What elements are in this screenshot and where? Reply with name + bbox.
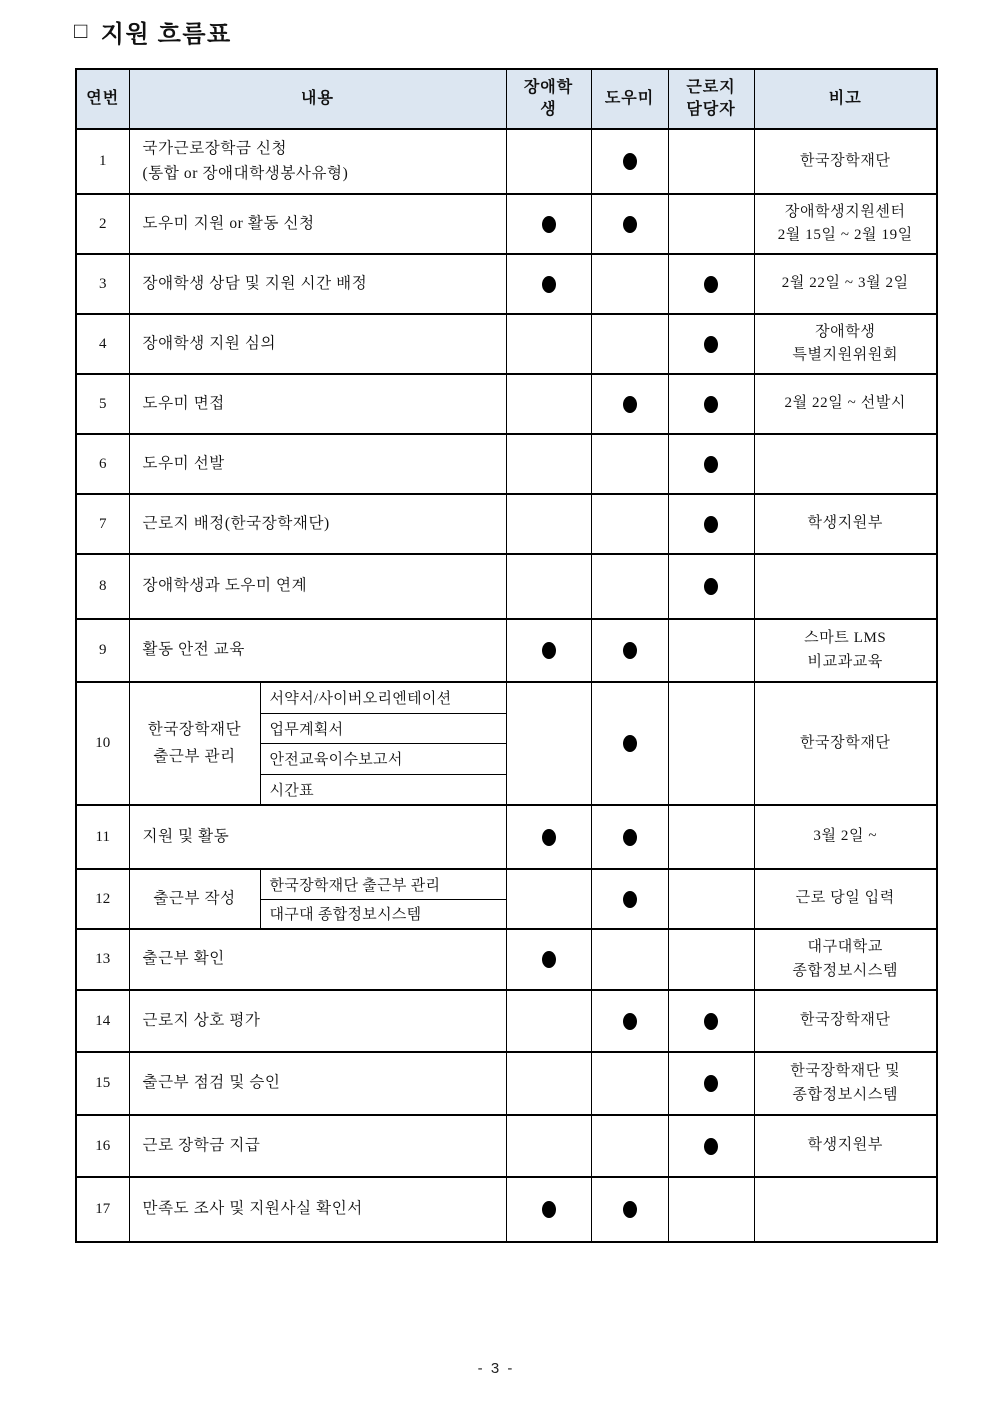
content-text-line: 도우미 면접 [142,394,225,412]
nested-content-label [130,683,261,804]
participation-dot-icon [623,1013,637,1030]
note-text-line: 장애학생 [815,323,876,340]
row-number-cell: 16 [76,1115,129,1177]
row-number-cell: 5 [76,374,129,434]
table-row [76,1115,937,1177]
mark-cell-student [506,619,591,682]
mark-cell-helper [591,1177,668,1242]
mark-cell-student [506,374,591,434]
row-number-cell: 3 [76,254,129,314]
participation-dot-icon [704,396,718,413]
table-row [76,494,937,554]
participation-dot-icon [542,1201,556,1218]
mark-cell-student [506,682,591,805]
participation-dot-icon [704,276,718,293]
mark-cell-helper [591,494,668,554]
content-text-line: 한국장학재단 [147,721,242,739]
note-text-line: 스마트 LMS [804,630,887,647]
participation-dot-icon [542,829,556,846]
content-text-line: 장애학생과 도우미 연계 [142,577,308,595]
nested-content [130,683,506,804]
table-body [76,129,937,1242]
column-header-no [76,69,129,129]
checkbox-square-icon: □ [74,17,89,43]
participation-dot-icon [542,276,556,293]
row-number-cell: 2 [76,194,129,254]
participation-dot-icon [623,153,637,170]
content-text-line: 근로지 배정(한국장학재단) [142,514,330,532]
mark-cell-helper [591,682,668,805]
row-number-cell: 11 [76,805,129,869]
mark-cell-manager [668,129,754,194]
mark-cell-manager [668,494,754,554]
note-text-line: 근로 당일 입력 [795,890,895,907]
note-text-line: 한국장학재단 [799,734,891,751]
participation-dot-icon [704,516,718,533]
content-cell [129,869,506,929]
nested-sub-items [261,870,506,928]
participation-dot-icon [623,829,637,846]
mark-cell-manager [668,1052,754,1115]
column-header-content [129,69,506,129]
header-text-line: 생 [540,101,557,118]
participation-dot-icon [623,216,637,233]
note-text-line: 한국장학재단 [799,152,891,169]
content-text-line: 출근부 작성 [153,889,236,907]
note-text-line: 대구대학교 [807,939,883,956]
mark-cell-student [506,990,591,1052]
note-cell [754,254,937,314]
note-cell [754,554,937,619]
column-header-helper [591,69,668,129]
content-text-line: 만족도 조사 및 지원사실 확인서 [142,1200,363,1218]
mark-cell-helper [591,374,668,434]
row-number-cell: 8 [76,554,129,619]
table-row [76,254,937,314]
note-text-line: 3월 2일 ~ [813,828,878,845]
mark-cell-manager [668,869,754,929]
page-title-text: 지원 흐름표 [100,22,232,48]
participation-dot-icon [542,216,556,233]
content-text-line: 근로 장학금 지급 [142,1136,261,1154]
row-number-cell: 7 [76,494,129,554]
mark-cell-student [506,1052,591,1115]
mark-cell-student [506,805,591,869]
participation-dot-icon [542,951,556,968]
table-row [76,1177,937,1242]
participation-dot-icon [704,578,718,595]
participation-dot-icon [704,1138,718,1155]
note-cell [754,374,937,434]
row-number-cell: 9 [76,619,129,682]
participation-dot-icon [623,642,637,659]
table-row [76,1052,937,1115]
page-title [74,14,232,49]
content-cell [129,929,506,990]
table-row [76,194,937,254]
note-cell [754,929,937,990]
content-text-line: 출근부 확인 [142,950,225,968]
column-header-student [506,69,591,129]
content-cell [129,314,506,374]
content-cell [129,990,506,1052]
note-text-line: 종합정보시스템 [792,962,899,979]
content-cell [129,1115,506,1177]
participation-dot-icon [704,336,718,353]
row-number-cell: 12 [76,869,129,929]
content-text-line: 도우미 선발 [142,454,225,472]
nested-sub-items [261,683,506,804]
row-number-cell: 4 [76,314,129,374]
participation-dot-icon [542,642,556,659]
page-number: - 3 - [477,1360,515,1377]
participation-dot-icon [623,1201,637,1218]
note-text-line: 2월 22일 ~ 3월 2일 [781,275,909,292]
header-text-line: 도우미 [604,89,655,107]
mark-cell-student [506,129,591,194]
mark-cell-student [506,254,591,314]
header-row [76,69,937,129]
mark-cell-helper [591,805,668,869]
mark-cell-student [506,194,591,254]
mark-cell-manager [668,619,754,682]
content-text-line: (통합 or 장애대학생봉사유형) [142,164,349,182]
mark-cell-manager [668,990,754,1052]
participation-dot-icon [623,396,637,413]
header-text-line: 장애학 [523,78,574,96]
note-text-line: 비교과교육 [807,653,883,670]
nested-content [130,870,506,928]
mark-cell-helper [591,869,668,929]
note-text-line: 2월 15일 ~ 2월 19일 [777,227,913,243]
nested-sub-item: 시간표 [269,782,314,799]
content-cell [129,805,506,869]
content-cell [129,194,506,254]
content-cell [129,682,506,805]
table-row [76,314,937,374]
header-text-line: 담당자 [686,101,736,118]
nested-sub-item: 대구대 종합정보시스템 [269,907,422,924]
content-text-line: 출근부 점검 및 승인 [142,1074,281,1092]
note-text-line: 학생지원부 [807,515,883,532]
note-text-line: 2월 22일 ~ 선발시 [784,395,906,412]
content-cell [129,1177,506,1242]
mark-cell-helper [591,619,668,682]
note-text-line: 장애학생지원센터 [784,203,906,220]
mark-cell-student [506,434,591,494]
note-cell [754,1177,937,1242]
note-cell [754,1052,937,1115]
table-row [76,869,937,929]
participation-dot-icon [704,1013,718,1030]
mark-cell-manager [668,374,754,434]
content-cell [129,254,506,314]
row-number-cell: 10 [76,682,129,805]
row-number-cell: 1 [76,129,129,194]
content-cell [129,494,506,554]
mark-cell-manager [668,929,754,990]
note-cell [754,805,937,869]
content-text-line: 도우미 지원 or 활동 신청 [142,214,315,232]
content-text-line: 장애학생 상담 및 지원 시간 배정 [142,274,368,292]
header-text-line: 비고 [828,89,862,107]
row-number-cell: 17 [76,1177,129,1242]
nested-content-label [130,870,261,928]
header-text-line: 내용 [301,89,334,107]
row-number-cell: 14 [76,990,129,1052]
content-text-line: 활동 안전 교육 [142,641,245,659]
row-number-cell: 13 [76,929,129,990]
note-text-line: 학생지원부 [807,1137,883,1154]
mark-cell-manager [668,682,754,805]
table-row [76,554,937,619]
table-header [76,69,937,129]
mark-cell-helper [591,554,668,619]
nested-sub-item: 안전교육이수보고서 [261,744,506,775]
note-cell [754,682,937,805]
participation-dot-icon [704,1075,718,1092]
header-text-line: 근로지 [686,78,736,96]
mark-cell-manager [668,1177,754,1242]
note-text-line: 종합정보시스템 [792,1086,899,1103]
mark-cell-helper [591,990,668,1052]
table-row [76,990,937,1052]
mark-cell-student [506,869,591,929]
mark-cell-helper [591,929,668,990]
mark-cell-manager [668,1115,754,1177]
content-text-line: 지원 및 활동 [142,827,230,845]
participation-dot-icon [623,735,637,752]
mark-cell-helper [591,129,668,194]
mark-cell-manager [668,434,754,494]
nested-sub-item: 서약서/사이버오리엔테이션 [261,683,506,714]
mark-cell-student [506,1177,591,1242]
note-cell [754,869,937,929]
mark-cell-manager [668,805,754,869]
mark-cell-student [506,1115,591,1177]
mark-cell-student [506,929,591,990]
note-cell [754,314,937,374]
table-row [76,805,937,869]
content-text-line: 출근부 관리 [153,747,236,765]
mark-cell-manager [668,314,754,374]
content-cell [129,434,506,494]
header-text-line: 연번 [86,89,120,107]
content-cell [129,619,506,682]
mark-cell-student [506,554,591,619]
table-row [76,434,937,494]
mark-cell-student [506,494,591,554]
note-cell [754,990,937,1052]
nested-sub-item: 업무계획서 [261,714,506,745]
row-number-cell: 6 [76,434,129,494]
content-text-line: 국가근로장학금 신청 [142,139,288,157]
note-cell [754,194,937,254]
content-cell [129,1052,506,1115]
table-row [76,619,937,682]
mark-cell-helper [591,254,668,314]
mark-cell-manager [668,254,754,314]
support-flow-table [75,68,938,1243]
note-cell [754,129,937,194]
nested-sub-item: 한국장학재단 출근부 관리 [261,870,506,900]
note-cell [754,434,937,494]
content-text-line: 근로지 상호 평가 [142,1011,261,1029]
column-header-note [754,69,937,129]
participation-dot-icon [704,456,718,473]
content-text-line: 장애학생 지원 심의 [142,334,277,352]
mark-cell-manager [668,194,754,254]
note-cell [754,1115,937,1177]
column-header-manager [668,69,754,129]
note-cell [754,494,937,554]
mark-cell-helper [591,1052,668,1115]
table-row [76,129,937,194]
mark-cell-student [506,314,591,374]
mark-cell-helper [591,1115,668,1177]
row-number-cell: 15 [76,1052,129,1115]
table-row [76,682,937,805]
note-text-line: 한국장학재단 및 [790,1063,901,1080]
mark-cell-manager [668,554,754,619]
mark-cell-helper [591,434,668,494]
table-row [76,374,937,434]
note-text-line: 한국장학재단 [799,1012,891,1029]
mark-cell-helper [591,314,668,374]
content-cell [129,374,506,434]
note-cell [754,619,937,682]
content-cell [129,554,506,619]
mark-cell-helper [591,194,668,254]
table-row [76,929,937,990]
note-text-line: 특별지원위원회 [792,347,899,363]
content-cell [129,129,506,194]
participation-dot-icon [623,891,637,908]
